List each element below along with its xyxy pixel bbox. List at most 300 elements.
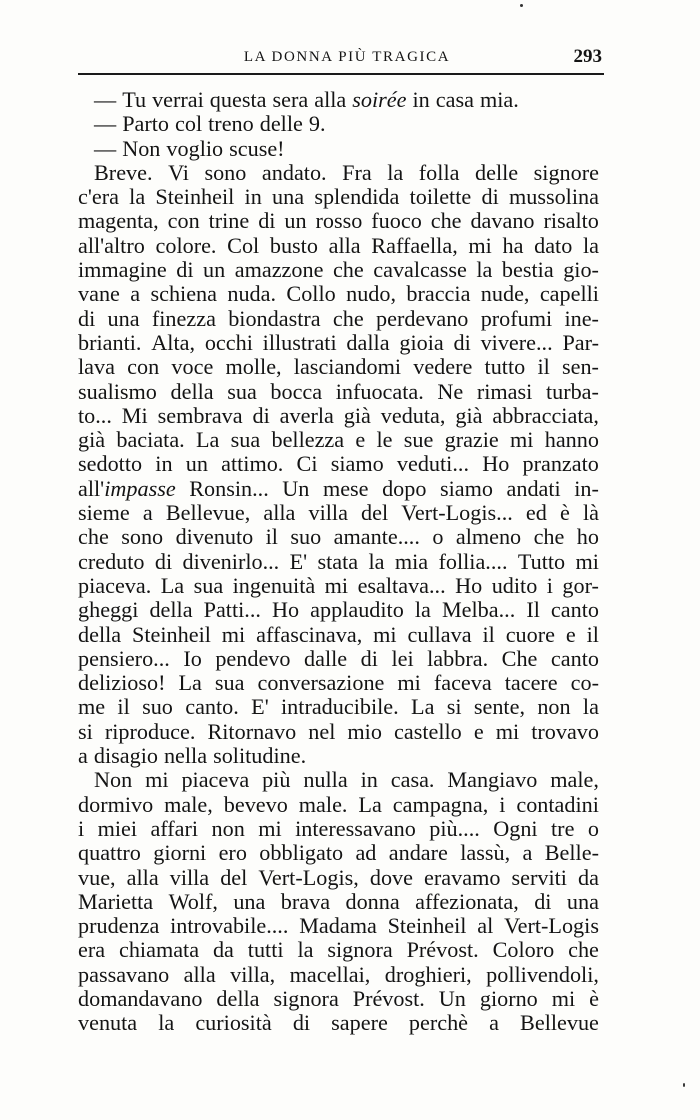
text-line	[78, 890, 599, 914]
word: mi	[397, 670, 421, 696]
word: giorno	[479, 985, 538, 1011]
word: immagine	[78, 257, 167, 283]
word: stata	[317, 548, 359, 574]
word: villa	[169, 864, 210, 890]
word: davano	[470, 208, 535, 234]
word: Bellevue	[520, 1010, 599, 1036]
word: sua	[214, 670, 245, 696]
text-line	[78, 331, 599, 355]
word: capelli	[539, 281, 599, 307]
word: e	[355, 427, 366, 453]
word: illustrati	[262, 329, 337, 355]
word: domandavano	[78, 985, 203, 1011]
word: all'altro	[78, 232, 145, 258]
word: di	[360, 645, 378, 671]
word: mi	[495, 718, 520, 744]
word: canto	[550, 645, 599, 671]
word: mi	[145, 767, 169, 793]
word: sembrava	[157, 402, 243, 428]
word: alla	[183, 961, 216, 987]
word: di	[453, 329, 471, 355]
word: male,	[164, 791, 213, 817]
word: il	[586, 621, 599, 647]
word: Un	[438, 985, 466, 1011]
word: andato.	[261, 159, 327, 185]
word: di	[292, 1010, 311, 1036]
word: Coloro	[492, 937, 555, 963]
word: villa,	[230, 961, 276, 987]
word: faceva	[433, 670, 492, 696]
text-line	[78, 841, 599, 865]
word: pensiero...	[78, 645, 170, 671]
word: esaltava...	[357, 572, 446, 598]
word: tre	[551, 815, 575, 841]
text-line	[78, 234, 599, 258]
word: attimo.	[221, 451, 284, 477]
word: le	[376, 427, 393, 453]
word: con	[127, 354, 160, 380]
word: Un	[282, 475, 310, 501]
word: che	[430, 208, 462, 234]
word: Che	[501, 645, 538, 671]
word: obbligato	[259, 840, 344, 866]
word: biondastra	[228, 305, 321, 331]
word: Steinheil	[155, 184, 235, 210]
word: cuore	[505, 621, 555, 647]
word: magenta,	[78, 208, 159, 234]
word: di	[154, 548, 173, 574]
text-line	[78, 161, 599, 185]
word: piaceva.	[78, 572, 152, 598]
word: bocca	[270, 378, 323, 404]
word: Ho	[455, 572, 483, 598]
word: piaceva	[181, 767, 250, 793]
word: Io	[183, 645, 202, 671]
word: già	[455, 402, 483, 428]
word: sua	[227, 378, 257, 404]
word: introvabile....	[170, 913, 289, 939]
word: alla	[328, 232, 361, 258]
word: brava	[280, 888, 331, 914]
word: a	[489, 1010, 499, 1036]
word: perdevano	[376, 305, 469, 331]
word: vivere...	[480, 329, 553, 355]
word: a	[130, 281, 141, 307]
word: divenirlo...	[182, 548, 280, 574]
word: creduto	[78, 548, 145, 574]
word: là	[582, 500, 599, 526]
word: occhi	[204, 329, 253, 355]
text-line	[78, 452, 599, 476]
text-line	[78, 720, 599, 744]
word: campagna,	[392, 791, 489, 817]
word: mia.	[479, 87, 519, 112]
text-line	[78, 307, 599, 331]
word: canto.	[185, 694, 239, 720]
word: ingenuità	[232, 572, 316, 598]
word: più	[262, 767, 291, 793]
word: sente,	[473, 694, 525, 720]
word: si	[78, 718, 93, 744]
word: della	[170, 378, 214, 404]
word: male,	[550, 767, 599, 793]
word: rosso	[315, 208, 363, 234]
word: delizioso!	[78, 670, 166, 696]
word: che	[332, 257, 364, 283]
word: Prévost.	[352, 985, 425, 1011]
word: la	[158, 1010, 175, 1036]
word: suo	[142, 694, 173, 720]
word: tacere	[504, 670, 558, 696]
word: abbracciata,	[492, 402, 599, 428]
word: sualismo	[78, 378, 157, 404]
word: vue,	[78, 864, 116, 890]
word: ed	[525, 500, 547, 526]
word: tutti	[247, 937, 284, 963]
word: non	[537, 694, 571, 720]
word: serviti	[511, 864, 567, 890]
word: la	[582, 694, 599, 720]
word: era	[78, 937, 106, 963]
word: curiosità	[195, 1010, 272, 1036]
text-line	[78, 671, 599, 695]
word: labbra.	[427, 645, 489, 671]
word: affari	[150, 815, 199, 841]
word: La	[178, 670, 202, 696]
word: mi	[221, 621, 246, 647]
word: La	[411, 694, 435, 720]
word: Fra	[342, 159, 372, 185]
word: già	[78, 427, 106, 453]
word: infuocata.	[335, 378, 424, 404]
word: E'	[289, 548, 308, 574]
word: i	[546, 572, 553, 598]
word: dormivo	[78, 791, 154, 817]
word: Vert-Logis...	[401, 500, 513, 526]
word: venuta	[78, 1010, 138, 1036]
word: il	[265, 524, 278, 550]
word: verrai	[152, 87, 204, 112]
word: applaudito	[310, 597, 404, 623]
word: lava	[78, 354, 115, 380]
word: mi	[510, 427, 534, 453]
word: Vi	[168, 159, 189, 185]
word: eravamo	[424, 864, 501, 890]
word: il	[117, 694, 130, 720]
word: Ci	[296, 451, 318, 477]
word: di	[534, 888, 552, 914]
text-line	[78, 137, 599, 161]
text-line	[78, 817, 599, 841]
word: Col	[227, 232, 260, 258]
word: che	[533, 524, 565, 550]
word: pranzato	[522, 451, 599, 477]
word: a	[522, 840, 533, 866]
word: mi	[258, 815, 282, 841]
word: contadini	[516, 791, 599, 817]
word: ho	[576, 524, 599, 550]
word: che	[568, 937, 599, 963]
word: delle	[475, 159, 519, 185]
word: affezionata,	[415, 888, 519, 914]
text-line	[78, 185, 599, 209]
word: interessavano	[295, 815, 416, 841]
word: voglio	[166, 135, 224, 161]
word: ine-	[564, 305, 599, 331]
word: signora	[273, 985, 339, 1011]
word: lei	[391, 645, 414, 671]
word: lassù,	[460, 840, 511, 866]
word: siamo	[439, 475, 493, 501]
word: profumi	[480, 305, 553, 331]
word: casa	[435, 87, 474, 112]
word: al	[477, 913, 494, 939]
word: sera	[272, 87, 309, 112]
word: signora	[327, 937, 393, 963]
word: un	[284, 208, 307, 234]
word: disagio	[93, 743, 158, 769]
running-head	[92, 46, 602, 70]
word: veduta,	[380, 402, 446, 428]
word: vane	[78, 281, 120, 307]
word: sieme	[78, 500, 130, 526]
text-line	[78, 768, 599, 792]
running-title: LA DONNA PIÙ TRAGICA	[243, 49, 451, 65]
word: La	[195, 427, 220, 453]
word: la	[129, 184, 146, 210]
word: nulla	[303, 767, 348, 793]
word: splendida	[314, 184, 400, 210]
text-line	[78, 428, 599, 452]
word: c'era	[78, 184, 119, 210]
text-line	[78, 598, 599, 622]
word: turba-	[545, 378, 599, 404]
word: nudo,	[346, 281, 397, 307]
word: veduti...	[396, 451, 469, 477]
word: mese	[322, 475, 369, 501]
word: bestia	[501, 257, 554, 283]
word: 9.	[308, 111, 326, 137]
word: un	[185, 451, 208, 477]
word: casa.	[390, 767, 435, 793]
word: una	[566, 888, 599, 914]
word: andare	[388, 840, 448, 866]
word: di	[258, 208, 276, 234]
word: bellezza	[271, 427, 345, 453]
word: vedere	[413, 354, 473, 380]
word: la	[582, 232, 599, 258]
word: in	[244, 184, 262, 210]
text-line	[78, 380, 599, 404]
word: sue	[403, 427, 434, 453]
word: Raffaella,	[371, 232, 458, 258]
word: solitudine.	[213, 743, 307, 769]
word: bevevo	[223, 791, 288, 817]
text-line	[78, 914, 599, 938]
word: droghieri,	[384, 961, 472, 987]
word: giorni	[153, 840, 207, 866]
word: alla	[126, 864, 159, 890]
page-number: 293	[573, 46, 602, 67]
word: non	[211, 815, 245, 841]
text-line	[78, 938, 599, 962]
word: amante....	[333, 524, 420, 550]
text-line	[78, 88, 599, 112]
text-line	[78, 355, 599, 379]
word: andati	[506, 475, 561, 501]
word: gor-	[562, 572, 599, 598]
text-line	[78, 404, 599, 428]
word: molle,	[225, 354, 282, 380]
word: Tutto	[517, 548, 566, 574]
word: il	[537, 354, 550, 380]
word: Patti...	[203, 597, 261, 623]
word: Steinheil	[132, 621, 211, 647]
word: Ne	[437, 378, 464, 404]
word: quattro	[78, 840, 141, 866]
word: passavano	[78, 961, 170, 987]
word: mussolina	[508, 184, 599, 210]
text-line	[78, 501, 599, 525]
word: dopo	[382, 475, 427, 501]
word: è	[559, 500, 570, 526]
word: un	[203, 257, 226, 283]
word: a	[142, 500, 153, 526]
word: mi	[551, 985, 576, 1011]
text-line	[78, 623, 599, 647]
word: gioia	[399, 329, 444, 355]
text-line	[78, 525, 599, 549]
word: sua	[193, 572, 224, 598]
word: che	[78, 524, 109, 550]
word: brianti.	[78, 329, 142, 355]
word: della	[216, 985, 260, 1011]
word: in	[412, 87, 430, 112]
word: lasciandomi	[293, 354, 402, 380]
header-rule	[78, 73, 604, 75]
word: Vert-Logis	[504, 913, 599, 939]
word: o	[432, 524, 444, 550]
word: prudenza	[78, 913, 160, 939]
word: Breve.	[94, 159, 153, 185]
text-line	[78, 866, 599, 890]
word: in	[155, 451, 173, 477]
word: di	[176, 257, 194, 283]
word: —	[94, 135, 117, 161]
word: grazie	[444, 427, 499, 453]
word: Melba...	[441, 597, 516, 623]
word: delle	[259, 111, 303, 137]
word: Mangiavo	[447, 767, 538, 793]
word: Mi	[121, 402, 148, 428]
word: affascinava,	[256, 621, 363, 647]
word: una	[107, 305, 140, 331]
word: ad	[355, 840, 377, 866]
word: questa	[209, 87, 267, 112]
word: in	[360, 767, 378, 793]
word: Ronsin...	[189, 475, 269, 501]
word: una	[233, 888, 266, 914]
text-line	[78, 258, 599, 282]
word: i	[78, 815, 85, 841]
word: udito	[491, 572, 538, 598]
word: scuse!	[229, 135, 285, 161]
text-line	[78, 209, 599, 233]
text-line	[78, 550, 599, 574]
word: a	[78, 743, 88, 769]
word: alla	[263, 500, 296, 526]
word: cavalcasse	[373, 257, 467, 283]
word: busto	[269, 232, 318, 258]
word: della	[78, 621, 122, 647]
word: dalle	[304, 645, 348, 671]
text-line	[78, 112, 599, 136]
text-line	[78, 1011, 599, 1035]
word: castello	[394, 718, 462, 744]
word: villa	[308, 500, 348, 526]
word: folla	[418, 159, 460, 185]
word: con	[167, 208, 200, 234]
word: me	[78, 694, 106, 720]
print-speck	[520, 4, 523, 7]
word: Madama	[299, 913, 377, 939]
word: Par-	[562, 329, 599, 355]
word: voce	[171, 354, 214, 380]
word: Prévost.	[406, 937, 479, 963]
word: gheggi	[78, 597, 139, 623]
word: Non	[94, 767, 133, 793]
word: soirée	[352, 87, 407, 112]
word: la	[297, 937, 314, 963]
word: sono	[204, 159, 247, 185]
word: donna	[345, 888, 400, 914]
word: e	[565, 621, 576, 647]
word: amazzone	[234, 257, 324, 283]
text-line	[78, 574, 599, 598]
word: di	[252, 402, 270, 428]
word: co-	[570, 670, 599, 696]
word: mi	[324, 572, 349, 598]
text-line	[78, 793, 599, 817]
word: La	[358, 791, 382, 817]
text-line	[78, 477, 599, 501]
word: sua	[230, 427, 261, 453]
word: Tu	[122, 87, 147, 112]
word: nude,	[480, 281, 530, 307]
word: perchè	[408, 1010, 469, 1036]
word: della	[149, 597, 193, 623]
word: Wolf,	[168, 888, 218, 914]
word: Ogni	[493, 815, 538, 841]
word: suo	[290, 524, 322, 550]
word: di	[78, 305, 96, 331]
word: del	[361, 500, 389, 526]
word: —	[94, 111, 117, 137]
word: ha	[502, 232, 524, 258]
word: male.	[298, 791, 348, 817]
text-line	[78, 963, 599, 987]
word: colore.	[155, 232, 217, 258]
word: follia....	[438, 548, 508, 574]
word: mia	[394, 548, 429, 574]
word: rimasi	[476, 378, 533, 404]
word: o	[587, 815, 599, 841]
word: Steinheil	[387, 913, 467, 939]
word: divenuto	[175, 524, 254, 550]
word: Non	[122, 135, 161, 161]
word: mi	[373, 621, 397, 647]
word: la	[387, 159, 404, 185]
